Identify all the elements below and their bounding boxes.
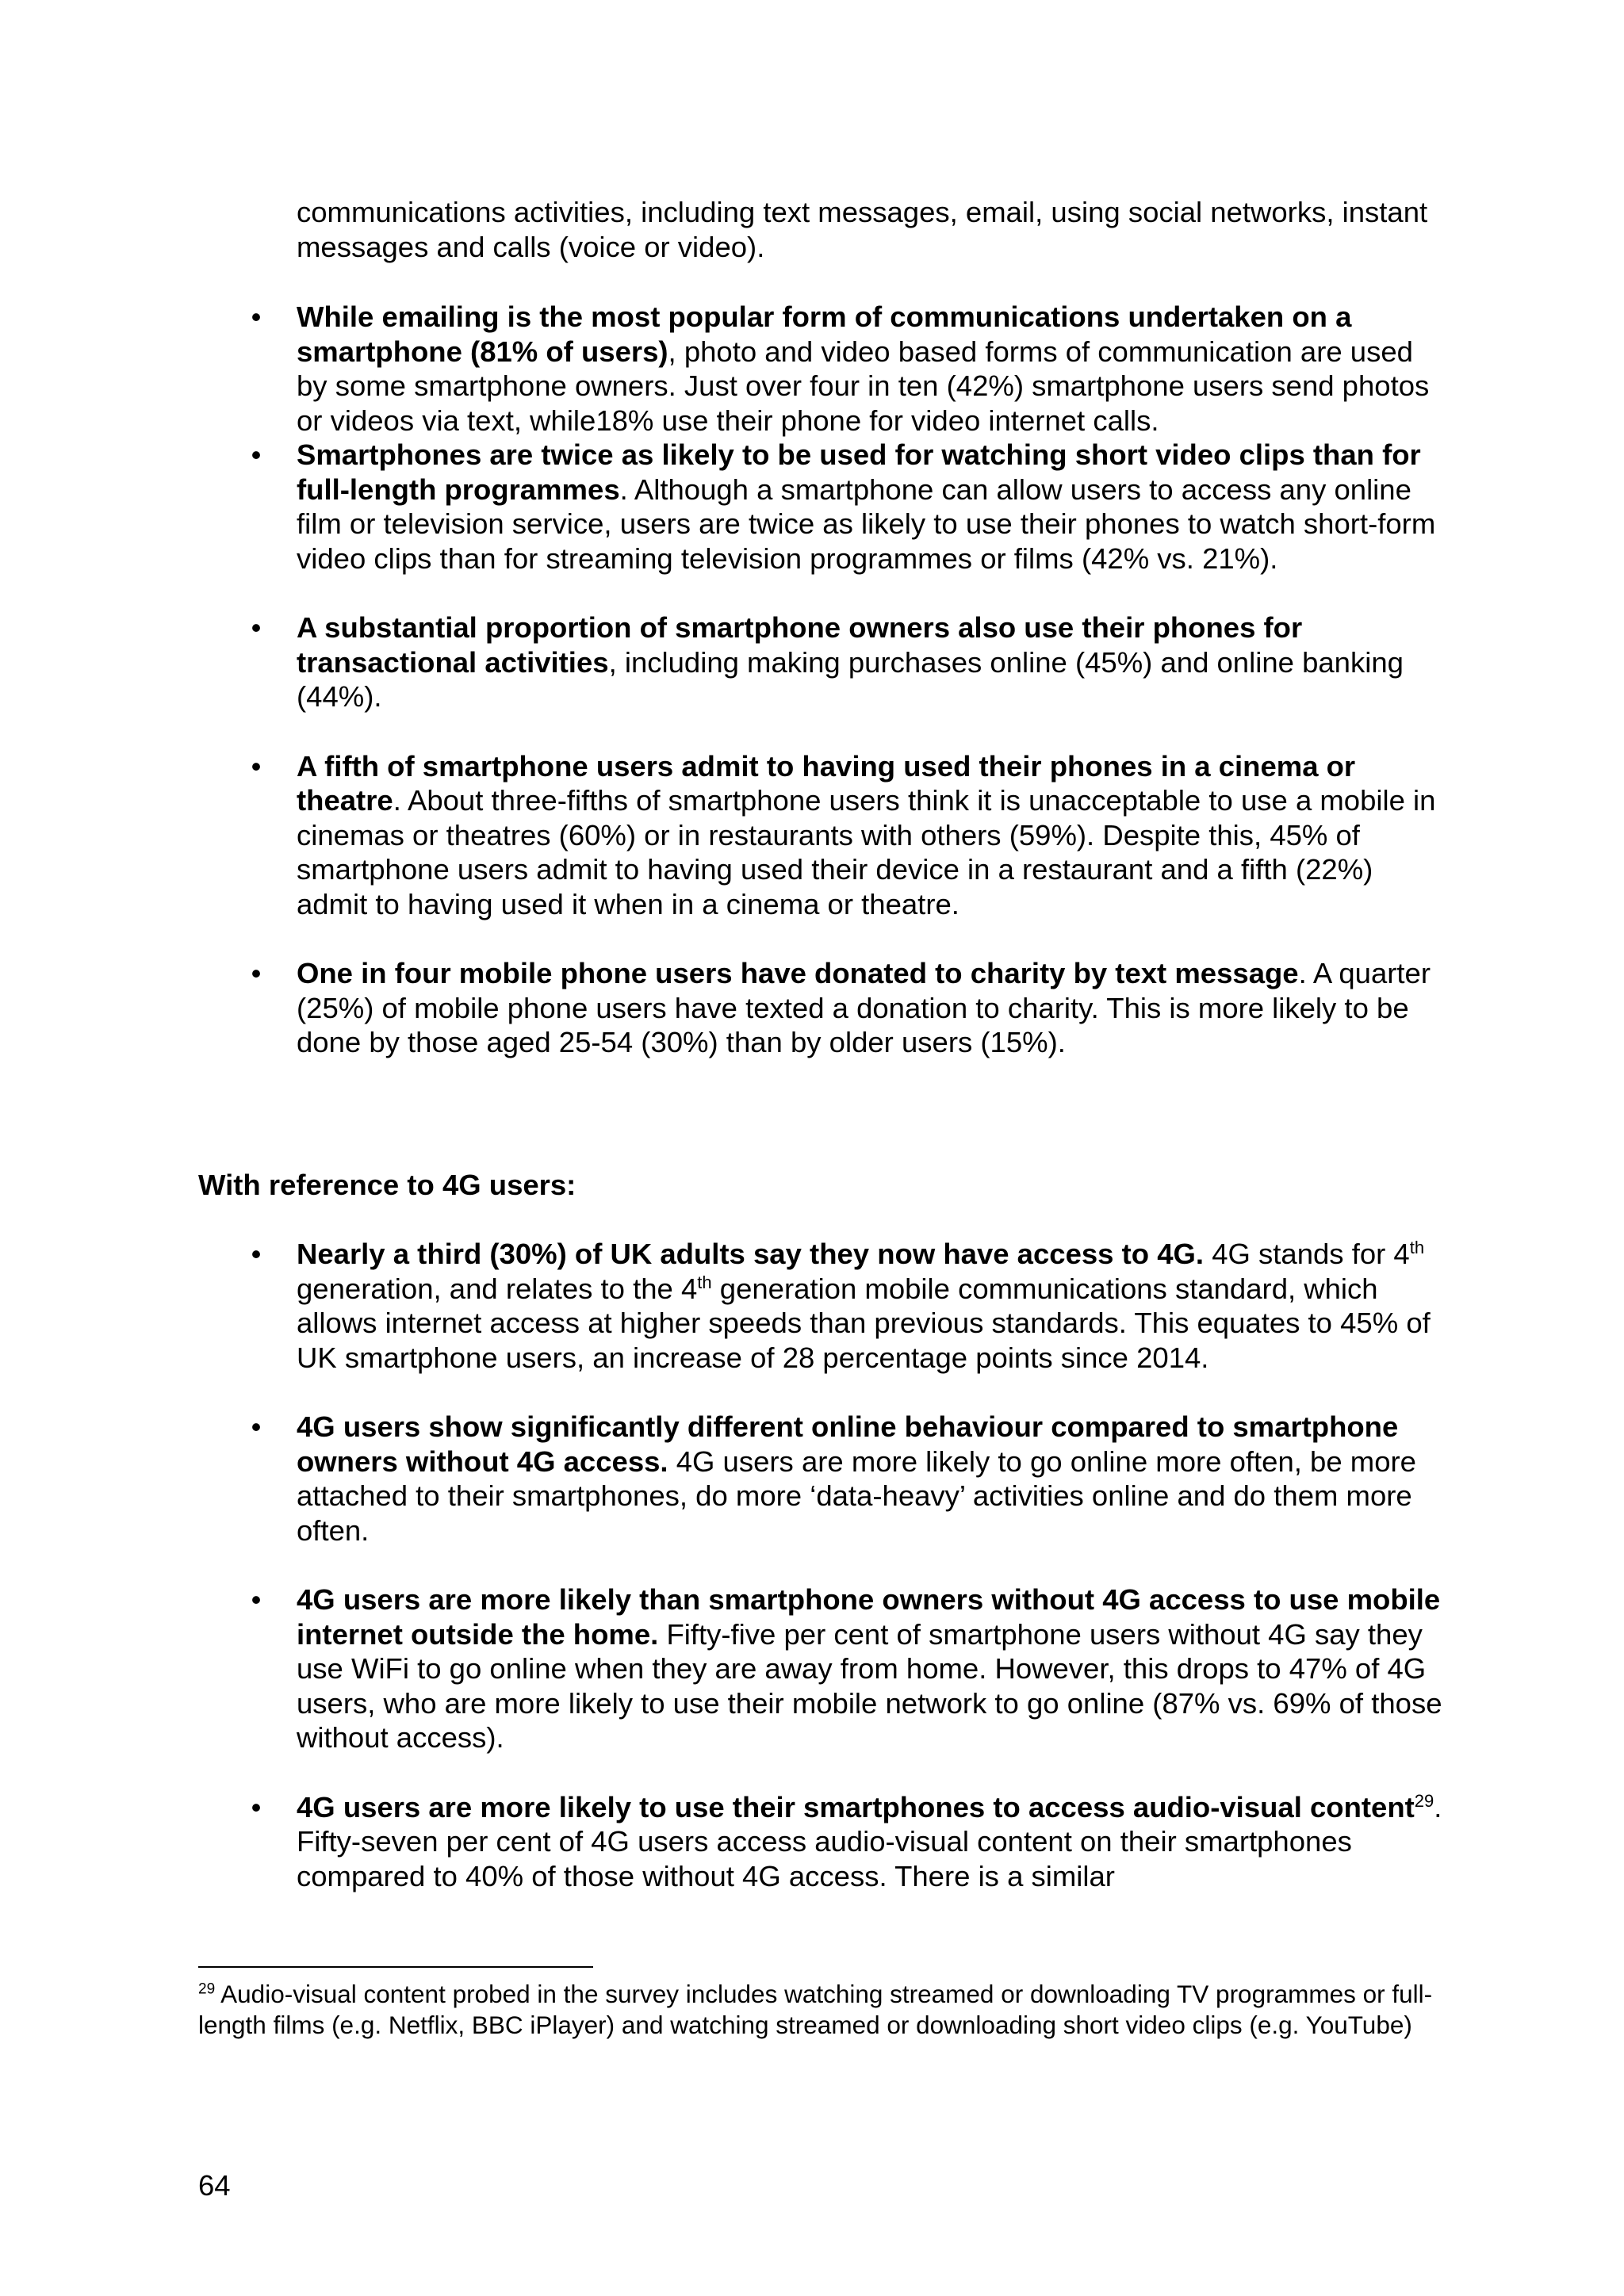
list-item-lead: Nearly a third (30%) of UK adults say they now have access to 4G. <box>297 1238 1205 1270</box>
footnote <box>198 1979 1435 2040</box>
list-item-body: , including making purchases online (45%) and online banking (44%). <box>297 645 1404 713</box>
list-item-lead: Smartphones are twice as likely to be used for watching short video clips than for full-length programmes <box>297 438 1421 506</box>
footnote-number: 29 <box>198 1980 216 1998</box>
footnote-divider <box>198 1966 593 1968</box>
list-item <box>198 956 1451 1060</box>
list-item-lead: 4G users show significantly different online behaviour compared to smartphone owners without 4G access. <box>297 1410 1399 1478</box>
intro-paragraph <box>297 195 1446 264</box>
bullet-icon: • <box>251 1238 262 1270</box>
list-item-body: 4G stands for 4 <box>1204 1238 1410 1270</box>
bullet-icon: • <box>251 611 262 644</box>
list-item-body: . Fifty-seven per cent of 4G users access audio-visual content on their smartphones compared to 40% of those without 4G access. There is a similar <box>297 1790 1442 1892</box>
list-item-body: . A quarter (25%) of mobile phone users have texted a donation to charity. This is more likely to be done by those aged 25-54 (30%) than by older users (15%). <box>297 957 1431 1058</box>
list-item-lead: A substantial proportion of smartphone owners also use their phones for transactional activities <box>297 611 1303 679</box>
list-item-lead: 4G users are more likely to use their smartphones to access audio-visual content <box>297 1790 1415 1823</box>
list-item <box>198 300 1451 438</box>
superscript: th <box>1409 1237 1425 1257</box>
bullet-icon: • <box>251 957 262 989</box>
list-item <box>198 438 1451 576</box>
bullet-icon: • <box>251 438 262 471</box>
list-item <box>198 1582 1451 1755</box>
bullet-icon: • <box>251 1583 262 1616</box>
list-item <box>198 1237 1451 1375</box>
section-heading: With reference to 4G users: <box>198 1169 576 1201</box>
key-findings-list <box>198 300 1451 1060</box>
list-item-lead: One in four mobile phone users have donated to charity by text message <box>297 957 1299 989</box>
footnote-text: Audio-visual content probed in the survey includes watching streamed or downloading TV programmes or full-length films (e.g. Netflix, BBC iPlayer) and watching streamed or downloading short video clips (e.g. YouTube) <box>198 1980 1433 2039</box>
list-item-body: . About three-fifths of smartphone users think it is unacceptable to use a mobile in cinemas or theatres (60%) or in restaurants with others (59%). Despite this, 45% of smartphone users admit to having used their device in a restaurant and a fifth (22%) admit to having used it when in a cinema or theatre. <box>297 784 1436 920</box>
list-item-body: generation mobile communications standard, which allows internet access at higher speeds than previous standards. This equates to 45% of UK smartphone users, an increase of 28 percentage points since 2014. <box>297 1272 1431 1374</box>
list-item-body: 4G users are more likely to go online more often, be more attached to their smartphones, do more ‘data-heavy’ activities online and do them more often. <box>297 1445 1416 1547</box>
list-item-body: . Although a smartphone can allow users to access any online film or television service, users are twice as likely to use their phones to watch short-form video clips than for streaming television programmes or films (42% vs. 21%). <box>297 473 1436 575</box>
list-item <box>198 610 1451 714</box>
list-item-body: Fifty-five per cent of smartphone users without 4G say they use WiFi to go online when they are away from home. However, this drops to 47% of 4G users, who are more likely to use their mobile network to go online (87% vs. 69% of those without access). <box>297 1617 1442 1754</box>
list-item-lead: A fifth of smartphone users admit to having used their phones in a cinema or theatre <box>297 749 1356 817</box>
list-item-lead: 4G users are more likely than smartphone owners without 4G access to use mobile internet outside the home. <box>297 1583 1441 1651</box>
list-item-body: generation, and relates to the 4 <box>297 1272 698 1305</box>
list-item <box>198 749 1451 922</box>
intro-text: communications activities, including text messages, email, using social networks, instant messages and calls (voice or video). <box>297 196 1428 263</box>
superscript: th <box>697 1272 712 1292</box>
list-item-body: , photo and video based forms of communication are used by some smartphone owners. Just over four in ten (42%) smartphone users send photos or videos via text, while18% use their phone for video internet calls. <box>297 335 1430 437</box>
bullet-icon: • <box>251 749 262 783</box>
list-item-lead: While emailing is the most popular form of communications undertaken on a smartphone (81% of users) <box>297 300 1352 368</box>
bullet-icon: • <box>251 1790 262 1823</box>
bullet-icon: • <box>251 1410 262 1443</box>
4g-findings-list <box>198 1237 1451 1893</box>
bullet-icon: • <box>251 300 262 333</box>
footnote-reference[interactable]: 29 <box>1414 1790 1434 1811</box>
page-number: 64 <box>198 2169 231 2202</box>
list-item <box>198 1410 1451 1548</box>
list-item <box>198 1790 1451 1894</box>
